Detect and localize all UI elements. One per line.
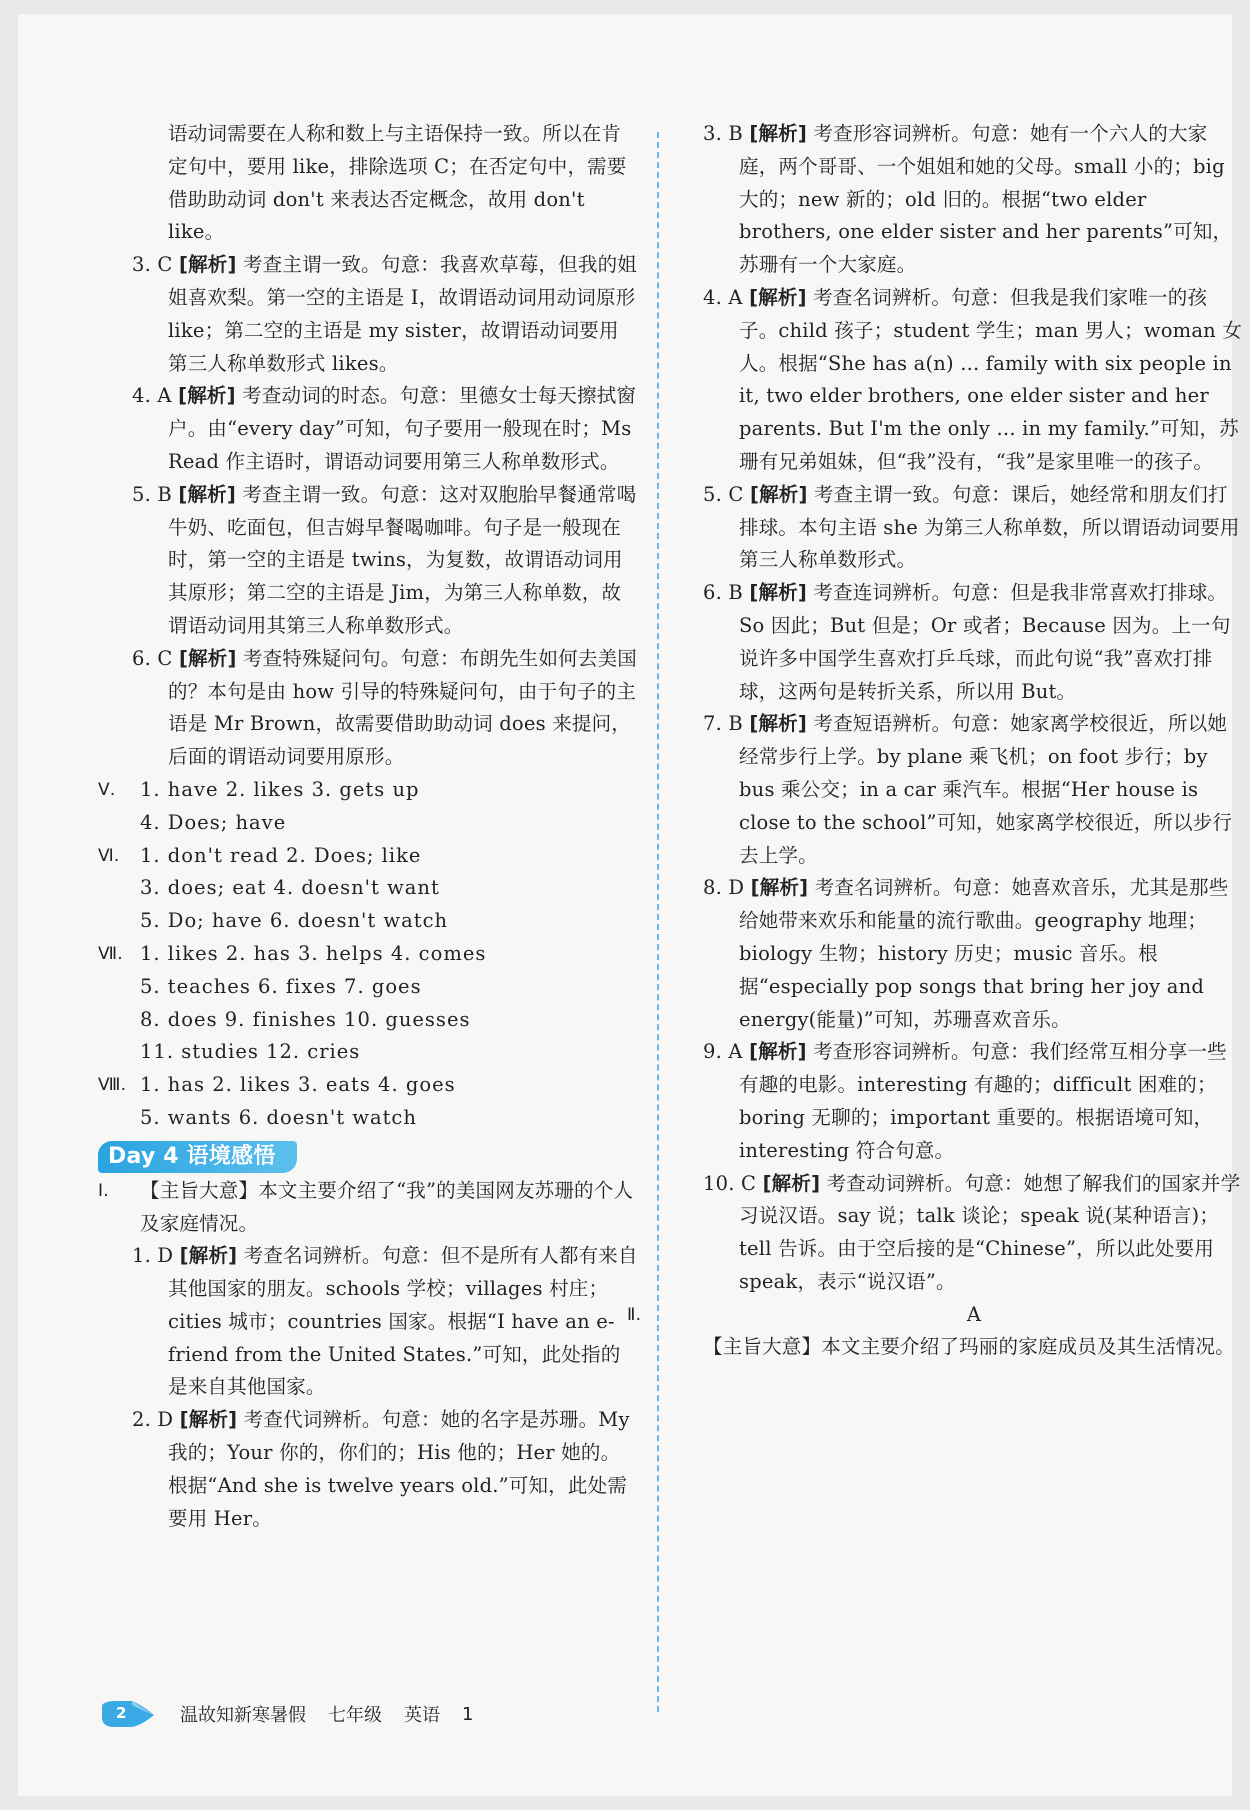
main-idea: Ⅰ. 【主旨大意】本文主要介绍了“我”的美国网友苏珊的个人及家庭情况。 [98,1178,634,1235]
page-number-badge [98,1699,156,1729]
answer-item: 1. D [解析] 考查名词辨析。句意：但不是所有人都有来自其他国家的朋友。schools 学校；villages 村庄；cities 城市；countries 国家。根据“I have an e-friend from the United States.”可知，此处指的是来自其他国家。 [132,1244,638,1399]
answer-item: 4. A [解析] 考查动词的时态。句意：里德女士每天擦拭窗户。由“every day”可知，句子要用一般现在时；Ms Read 作主语时，谓语动词要用第三人称单数形式。 [132,384,637,473]
answer-item: 5. B [解析] 考查主谓一致。句意：这对双胞胎早餐通常喝牛奶、吃面包，但吉姆早餐喝咖啡。句子是一般现在时，第一空的主语是 twins，为复数，故谓语动词用其原形；第二空的主语是 Jim，为第三人称单数，故谓语动词用其第三人称单数形式。 [132,482,637,637]
page [18,14,1243,1796]
section-vi: Ⅵ. 1. don't read 2. Does; like 3. does; eat 4. doesn't want 5. Do; have 6. doesn't watch [98,843,449,933]
day-banner: Day 4 语境感悟 [98,1141,297,1173]
right-column [627,118,1245,1364]
intro-paragraph: 语动词需要在人称和数上与主语保持一致。所以在肯定句中，要用 like，排除选项 C；在否定句中，需要借助助动词 don't 来表达否定概念，故用 don't like。 [168,122,627,244]
book-title: 温故知新寒暑假 [180,1705,306,1726]
answer-item: 6. B [解析] 考查连词辨析。句意：但是我非常喜欢打排球。So 因此；But 但是；Or 或者；Because 因为。上一句说许多中国学生喜欢打乒乓球，而此句说“我”喜欢打排球，这两句是转折关系，所以用 But。 [703,581,1231,703]
section-ii-number: Ⅱ. [627,1304,642,1325]
section-ii-block [627,1299,1245,1332]
page-number: 2 [116,1704,127,1722]
left-column [98,118,638,1535]
subject: 英语 [404,1705,440,1726]
main-idea-right: 【主旨大意】本文主要介绍了玛丽的家庭成员及其生活情况。 [703,1335,1235,1359]
grade: 七年级 [328,1705,382,1726]
volume: 1 [462,1703,474,1725]
arrow-badge-icon [98,1699,156,1729]
answer-item: 3. C [解析] 考查主谓一致。句意：我喜欢草莓，但我的姐姐喜欢梨。第一空的主语是 I，故谓语动词用动词原形 like；第二空的主语是 my sister，故谓语动词要用第三人称单数形式 likes。 [132,253,637,375]
section-letter: A [966,1302,982,1326]
answer-item: 8. D [解析] 考查名词辨析。句意：她喜欢音乐，尤其是那些给她带来欢乐和能量的流行歌曲。geography 地理；biology 生物；history 历史；music 音乐。根据“especially pop songs that bring her joy and energy(能量)”可知，苏珊喜欢音乐。 [703,876,1229,1031]
section-vii: Ⅶ. 1. likes 2. has 3. helps 4. comes 5. teaches 6. fixes 7. goes 8. does 9. finishes 10. guesses 11. studies 12. cries [98,941,487,1064]
answer-item: 9. A [解析] 考查形容词辨析。句意：我们经常互相分享一些有趣的电影。interesting 有趣的；difficult 困难的；boring 无聊的；important 重要的。根据语境可知，interesting 符合句意。 [703,1040,1227,1162]
answer-item: 4. A [解析] 考查名词辨析。句意：但我是我们家唯一的孩子。child 孩子；student 学生；man 男人；woman 女人。根据“She has a(n) ... family with six people in it, two elder brothers, one elder sister and her parents. But I'm the only ... in my family.”可知，苏珊有兄弟姐妹，但“我”没有，“我”是家里唯一的孩子。 [703,285,1243,473]
section-viii: Ⅷ. 1. has 2. likes 3. eats 4. goes 5. wants 6. doesn't watch [98,1073,456,1129]
answer-item: 3. B [解析] 考查形容词辨析。句意：她有一个六人的大家庭，两个哥哥、一个姐姐和她的父母。small 小的；big 大的；new 新的；old 旧的。根据“two elder brothers, one elder sister and her parents”可知，苏珊有一个大家庭。 [703,122,1233,277]
section-v: Ⅴ. 1. have 2. likes 3. gets up 4. Does; have [98,777,420,834]
answer-item: 2. D [解析] 考查代词辨析。句意：她的名字是苏珊。My 我的；Your 你的，你们的；His 他的；Her 她的。根据“And she is twelve years old.”可知，此处需要用 Her。 [132,1408,630,1530]
answer-item: 10. C [解析] 考查动词辨析。句意：她想了解我们的国家并学习说汉语。say 说；talk 谈论；speak 说(某种语言)；tell 告诉。由于空后接的是“Chinese”，所以此处要用 speak，表示“说汉语”。 [703,1171,1241,1293]
page-footer [98,1697,495,1731]
answer-item: 7. B [解析] 考查短语辨析。句意：她家离学校很近，所以她经常步行上学。by plane 乘飞机；on foot 步行；by bus 乘公交；in a car 乘汽车。根据“Her house is close to the school”可知，她家离学校很近，所以步行去上学。 [703,712,1233,867]
answer-item: 6. C [解析] 考查特殊疑问句。句意：布朗先生如何去美国的？本句是由 how 引导的特殊疑问句，由于句子的主语是 Mr Brown，故需要借助助动词 does 来提问，后面的谓语动词要用原形。 [132,646,637,769]
column-divider [657,132,659,1712]
answer-item: 5. C [解析] 考查主谓一致。句意：课后，她经常和朋友们打排球。本句主语 she 为第三人称单数，所以谓语动词要用第三人称单数形式。 [703,482,1240,572]
